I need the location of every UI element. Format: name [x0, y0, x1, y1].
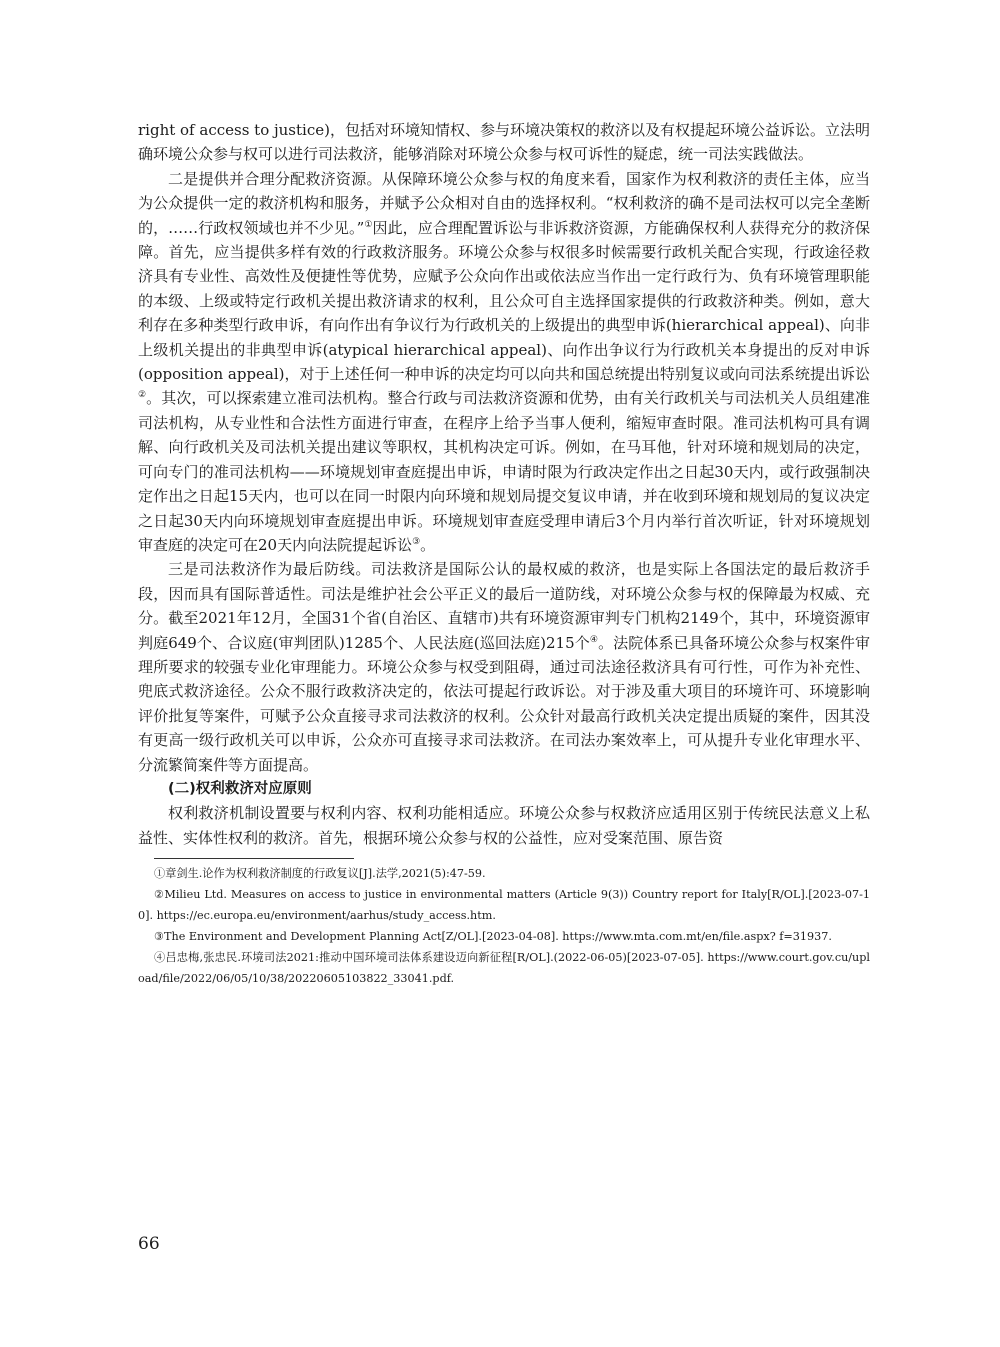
paragraph-3-text: 三是司法救济作为最后防线。司法救济是国际公认的最权威的救济，也是实际上各国法定的最后救济手段，因而具有国际普适性。司法是维护社会公平正义的最后一道防线，对环境公众参与权的保障最为权威、充分。截至2021年12月，全国31个省(自治区、直辖市)共有环境资源审判专门机构2149个，其中，环境资源审判庭649个、合议庭(审判团队)1285个、人民法庭(巡回法庭)215个 [138, 560, 870, 652]
paragraph-3 [138, 557, 870, 777]
page-number: 66 [138, 1234, 160, 1254]
paragraph-2-text: 二是提供并合理分配救济资源。从保障环境公众参与权的角度来看，国家作为权利救济的责任主体，应当为公众提供一定的救济机构和服务，并赋予公众相对自由的选择权利。“权利救济的确不是司法权可以完全垄断的，……行政权领域也并不少见。” [138, 169, 870, 237]
footnote-ref-1[interactable]: ① [364, 219, 373, 230]
paragraph-2-text-cont: 因此，应合理配置诉讼与非诉救济资源，方能确保权利人获得充分的救济保障。首先，应当提供多样有效的行政救济服务。环境公众参与权很多时候需要行政机关配合实现，行政途径救济具有专业性、高效性及便捷性等优势，应赋予公众向作出或依法应当作出一定行政行为、负有环境管理职能的本级、上级或特定行政机关提出救济请求的权利，且公众可自主选择国家提供的行政救济种类。例如，意大利存在多种类型行政申诉，有向作出有争议行为行政机关的上级提出的典型申诉(hierarchical appeal)、向非上级机关提出的非典型申诉(atypical hierarchical appeal)、向作出争议行为行政机关本身提出的反对申诉(opposition appeal)，对于上述任何一种申诉的决定均可以向共和国总统提出特别复议或向司法系统提出诉讼 [138, 218, 870, 384]
paragraph-1-text: right of access to justice)，包括对环境知情权、参与环境决策权的救济以及有权提起环境公益诉讼。立法明确环境公众参与权可以进行司法救济，能够消除对环境公众参与权可诉性的疑虑，统一司法实践做法。 [138, 121, 870, 164]
page-body [138, 118, 870, 989]
footnote-3: ③The Environment and Development Planning Act[Z/OL].[2023-04-08]. https://www.mta.com.mt/en/file.aspx? f=31937. [154, 930, 832, 944]
paragraph-1 [138, 118, 870, 167]
footnote-4: ④吕忠梅,张忠民.环境司法2021:推动中国环境司法体系建设迈向新征程[R/OL].(2022-06-05)[2023-07-05]. https://www.court.gov.cu/upload/file/2022/06/05/10/38/20220605103822_33041.pdf. [138, 951, 870, 986]
paragraph-2-text-end: 。 [420, 535, 436, 554]
paragraph-2-text-cont-2: 。其次，可以探索建立准司法机构。整合行政与司法救济资源和优势，由有关行政机关与司法机关人员组建准司法机构，从专业性和合法性方面进行审查，在程序上给予当事人便利，缩短审查时限。准司法机构可具有调解、向行政机关及司法机关提出建议等职权，其机构决定可诉。例如，在马耳他，针对环境和规划局的决定，可向专门的准司法机构——环境规划审查庭提出申诉，申请时限为行政决定作出之日起30天内，或行政强制决定作出之日起15天内，也可以在同一时限内向环境和规划局提交复议申请，并在收到环境和规划局的复议决定之日起30天内向环境规划审查庭提出申诉。环境规划审查庭受理申请后3个月内举行首次听证，针对环境规划审查庭的决定可在20天内向法院提起诉讼 [138, 389, 870, 554]
paragraph-2 [138, 167, 870, 558]
footnote-ref-3[interactable]: ③ [412, 536, 421, 547]
paragraph-3-text-cont: 。法院体系已具备环境公众参与权案件审理所要求的较强专业化审理能力。环境公众参与权受到阻碍，通过司法途径救济具有可行性，可作为补充性、兜底式救济途径。公众不服行政救济决定的，依法可提起行政诉讼。对于涉及重大项目的环境许可、环境影响评价批复等案件，可赋予公众直接寻求司法救济的权利。公众针对最高行政机关决定提出质疑的案件，因其没有更高一级行政机关可以申诉，公众亦可直接寻求司法救济。在司法办案效率上，可从提升专业化审理水平、分流繁简案件等方面提高。 [138, 633, 870, 774]
section-heading: (二)权利救济对应原则 [168, 780, 312, 797]
footnote-1: ①章剑生.论作为权利救济制度的行政复议[J].法学,2021(5):47-59. [154, 867, 486, 881]
footnote-2: ②Milieu Ltd. Measures on access to justice in environmental matters (Article 9(3)) Country report for Italy[R/OL].[2023-07-10]. https://ec.europa.eu/environment/aarhus/study_access.htm. [138, 888, 870, 923]
footnote-ref-2[interactable]: ② [138, 390, 147, 401]
footnote-divider [154, 858, 354, 859]
footnote-ref-4[interactable]: ④ [589, 634, 599, 645]
paragraph-4: 权利救济机制设置要与权利内容、权利功能相适应。环境公众参与权救济应适用区别于传统民法意义上私益性、实体性权利的救济。首先，根据环境公众参与权的公益性，应对受案范围、原告资 [138, 804, 870, 847]
